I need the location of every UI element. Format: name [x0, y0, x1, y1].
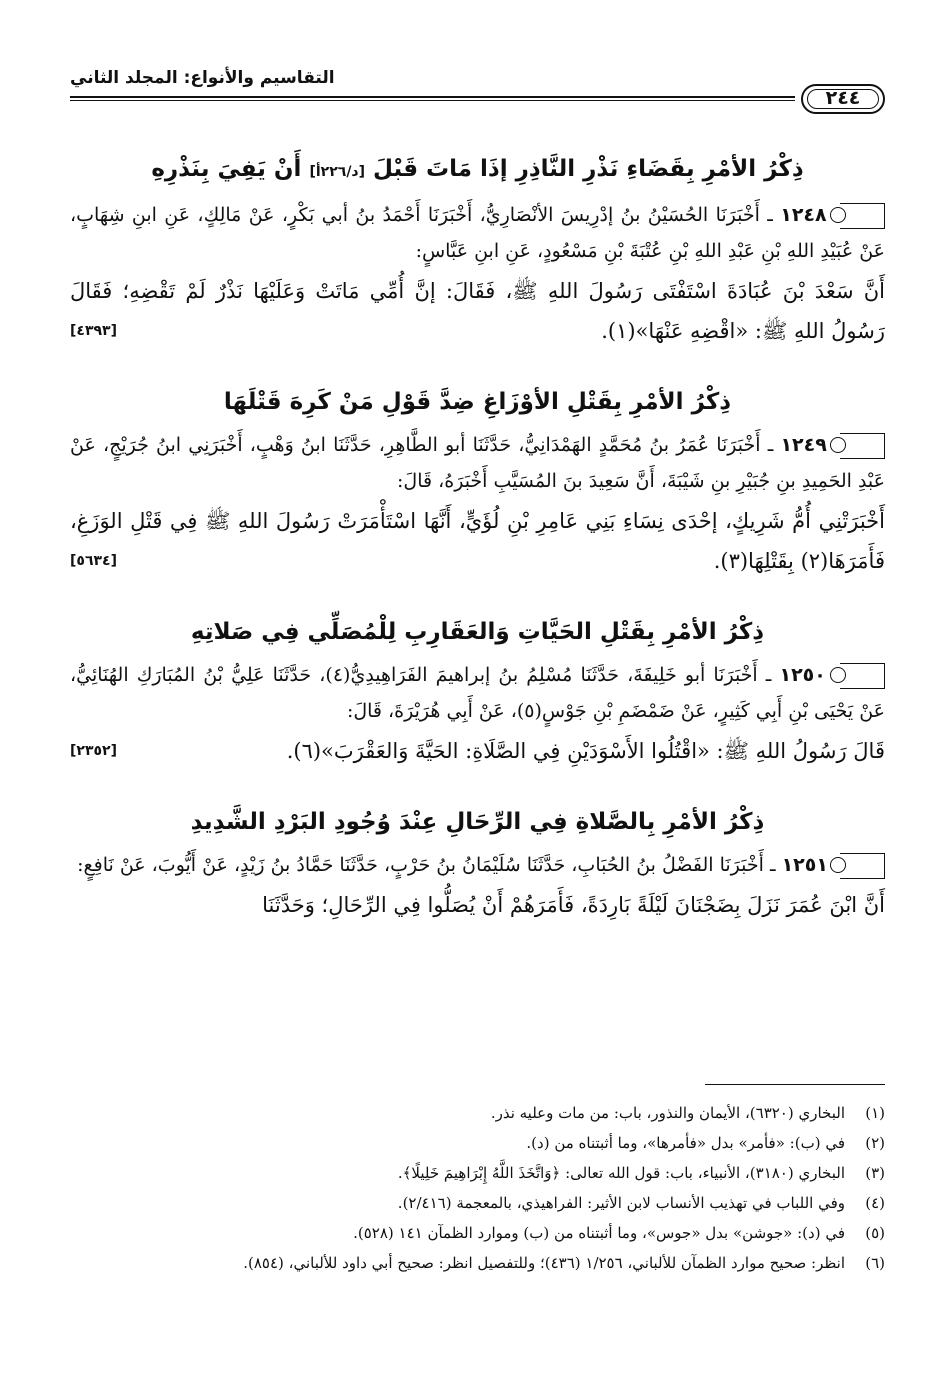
matn-text: أَنَّ ابْنَ عُمَرَ نَزَلَ بِضَجْنَانَ لَيْلَةً بَارِدَةً، فَأَمَرَهُمْ أَنْ يُصَلُّوا فِي الرِّحَالِ؛ وَحَدَّثَنَا [262, 893, 885, 917]
hadith-marker-icon [840, 433, 885, 459]
heading-tail: أَنْ يَفِيَ بِنَذْرِهِ [151, 156, 302, 182]
cross-reference: [٢٣٥٢] [70, 743, 117, 759]
hadith-number: ١٢٤٨ [780, 204, 827, 226]
header-rule [70, 96, 795, 98]
heading-text: ذِكْرُ الأمْرِ بِالصَّلاةِ فِي الرِّحَالِ عِنْدَ وُجُودِ البَرْدِ الشَّدِيدِ [190, 809, 765, 835]
isnad [70, 427, 885, 499]
section-heading [70, 615, 885, 649]
hadith-marker-icon [840, 853, 885, 879]
footnote-text: البخاري (٦٣٢٠)، الأيمان والنذور، باب: من مات وعليه نذر. [490, 1104, 845, 1122]
hadith-marker-icon [840, 203, 885, 229]
footnote-number: (٣) [865, 1164, 885, 1182]
footnote-number: (١) [865, 1104, 885, 1122]
cross-reference: [٥٦٣٤] [70, 553, 117, 569]
footnote [70, 1188, 885, 1218]
section-heading [70, 805, 885, 839]
isnad-text: ـ أَخْبَرَنَا أبو خَلِيفَةَ، حَدَّثَنَا مُسْلِمُ بنُ إبراهيمَ الفَرَاهِيدِيُّ(٤)، حَدَّثَنَا عَلِيُّ بْنُ المُبَارَكِ الهُنَائِيُّ، عَنْ يَحْيَى بْنِ أَبِي كَثِيرٍ، عَنْ ضَمْضَمِ بْنِ جَوْسٍ(٥)، عَنْ أَبِي هُرَيْرَةَ، قَالَ: [70, 664, 885, 722]
matn-text: أَنَّ سَعْدَ بْنَ عُبَادَةَ اسْتَفْتَى رَسُولَ اللهِ ﷺ، فَقَالَ: إنَّ أُمِّي مَاتَتْ وَعَلَيْهَا نَذْرٌ لَمْ تَقْضِهِ؛ فَقَالَ رَسُولُ اللهِ ﷺ: «اقْضِهِ عَنْهَا»(١). [70, 279, 885, 343]
footnote [70, 1158, 885, 1188]
footnote-number: (٢) [865, 1134, 885, 1152]
section-heading [70, 385, 885, 419]
footnote [70, 1218, 885, 1248]
isnad-text: ـ أَخْبَرَنَا الحُسَيْنُ بنُ إدْرِيسَ الأنْصَارِيُّ، أَخْبَرَنَا أَحْمَدُ بنُ أبي بَكْرٍ، عَنْ مَالِكٍ، عَنِ ابنِ شِهَابٍ، عَنْ عُبَيْدِ اللهِ بْنِ عَبْدِ اللهِ بْنِ عُتْبَةَ بْنِ مَسْعُودٍ، عَنِ ابنِ عَبَّاسٍ: [70, 204, 885, 262]
isnad [70, 197, 885, 269]
footnote-text: وفي اللباب في تهذيب الأنساب لابن الأثير: الفراهيذي، بالمعجمة (٢/٤١٦). [397, 1194, 845, 1212]
footnote [70, 1128, 885, 1158]
isnad [70, 657, 885, 729]
heading-text: ذِكْرُ الأمْرِ بِقَضَاءِ نَذْرِ النَّاذِرِ إذَا مَاتَ قَبْلَ [373, 156, 804, 182]
page-number: ٢٤٤ [801, 84, 885, 114]
page [70, 58, 885, 925]
footnote-text: في (ب): «فأمر» بدل «فأمرها»، وما أثبتناه من (د). [526, 1134, 845, 1152]
hadith-marker-icon [840, 663, 885, 689]
manuscript-ref: [د/٢٢٦أ] [309, 164, 366, 180]
matn-text: أَخْبَرَتْنِي أُمُّ شَرِيكٍ، إحْدَى نِسَاءِ بَنِي عَامِرِ بْنِ لُؤَيٍّ، أَنَّهَا اسْتَأْمَرَتْ رَسُولَ اللهِ ﷺ فِي قَتْلِ الوَزَغِ، فَأَمَرَهَا(٢) بِقَتْلِهَا(٣). [70, 509, 885, 573]
matn [70, 271, 885, 351]
heading-text: ذِكْرُ الأمْرِ بِقَتْلِ الأوْزَاغِ ضِدَّ قَوْلِ مَنْ كَرِهَ قَتْلَهَا [223, 389, 732, 415]
isnad-text: ـ أَخْبَرَنَا عُمَرُ بنُ مُحَمَّدٍ الهَمْدَانِيُّ، حَدَّثَنَا أبو الطَّاهِرِ، حَدَّثَنَا ابنُ وَهْبٍ، أَخْبَرَنِي ابنُ جُرَيْجٍ، عَنْ عَبْدِ الحَمِيدِ بنِ جُبَيْرِ بنِ شَيْبَةَ، أَنَّ سَعِيدَ بنَ المُسَيَّبِ أَخْبَرَهُ، قَالَ: [70, 434, 885, 492]
footnote-text: انظر: صحيح موارد الظمآن للألباني، ١/٢٥٦ (٤٣٦)؛ وللتفصيل انظر: صحيح أبي داود للألباني، (٨٥٤). [243, 1254, 845, 1272]
header-title: التقاسيم والأنواع: المجلد الثاني [70, 68, 335, 88]
footnote-text: البخاري (٣١٨٠)، الأنبياء، باب: قول الله تعالى: ﴿وَاتَّخَذَ اللَّهُ إِبْرَاهِيمَ خَلِيلًا﴾. [397, 1164, 845, 1182]
footnote [70, 1098, 885, 1128]
heading-text: ذِكْرُ الأمْرِ بِقَتْلِ الحَيَّاتِ وَالعَقَارِبِ لِلْمُصَلِّي فِي صَلاتِهِ [190, 619, 765, 645]
cross-reference: [٤٣٩٣] [70, 323, 117, 339]
footnotes [70, 1098, 885, 1278]
hadith-number: ١٢٥٠ [779, 664, 826, 686]
matn [70, 501, 885, 581]
matn [70, 731, 885, 771]
footnote-number: (٥) [865, 1224, 885, 1242]
hadith-number: ١٢٤٩ [780, 434, 827, 456]
footnote-rule [705, 1084, 885, 1085]
matn [70, 885, 885, 925]
matn-text: قَالَ رَسُولُ اللهِ ﷺ: «اقْتُلُوا الأَسْوَدَيْنِ فِي الصَّلَاةِ: الحَيَّةَ وَالعَقْرَبَ»(٦). [286, 739, 885, 763]
header-rule-thin [70, 100, 795, 101]
footnote-number: (٦) [865, 1254, 885, 1272]
footnote-number: (٤) [865, 1194, 885, 1212]
isnad-text: ـ أَخْبَرَنَا الفَضْلُ بنُ الحُبَابِ، حَدَّثَنَا سُلَيْمَانُ بنُ حَرْبٍ، حَدَّثَنَا حَمَّادُ بنُ زَيْدٍ، عَنْ أَيُّوبَ، عَنْ نَافِعٍ: [77, 854, 776, 876]
hadith-number: ١٢٥١ [781, 854, 828, 876]
footnote [70, 1248, 885, 1278]
running-header [70, 58, 885, 109]
isnad [70, 847, 885, 883]
section-heading [70, 152, 885, 189]
footnote-text: في (د): «جوشن» بدل «جوس»، وما أثبتناه من (ب) وموارد الظمآن ١٤١ (٥٢٨). [353, 1224, 845, 1242]
